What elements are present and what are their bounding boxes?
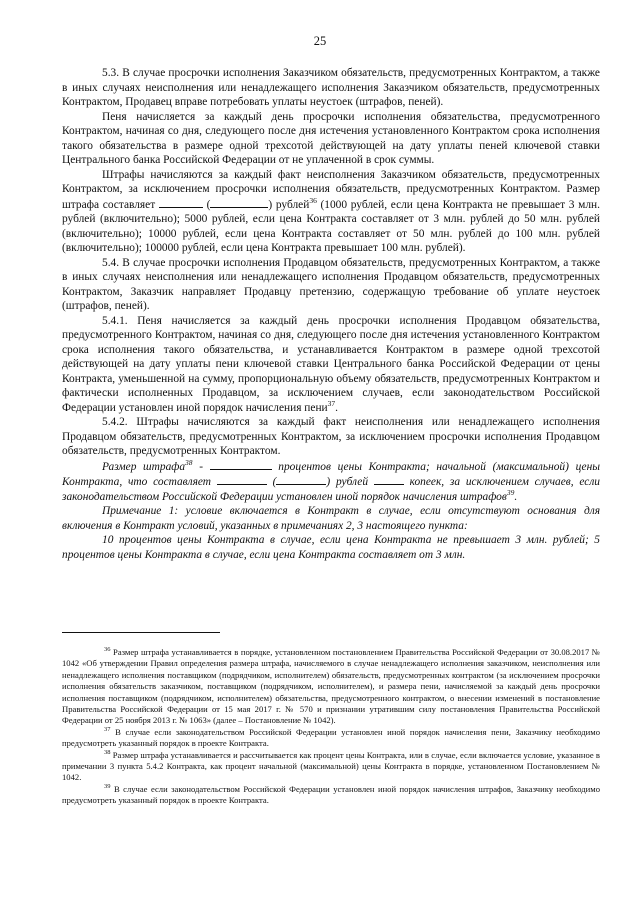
- fine-sum-words-blank: [276, 474, 326, 485]
- fine-amount-words-blank: [210, 197, 268, 208]
- footnote-ref-38: 38: [185, 457, 193, 467]
- document-body: [62, 66, 600, 562]
- footnote-mark: 37: [104, 725, 111, 733]
- clause-5-4-2: 5.4.2. Штрафы начисляются за каждый факт неисполнения или ненадлежащего исполнения Продавцом обязательств, предусмотренных Контрактом, за исключением просрочки исполнения Продавцом обязательств, предусмотренных Контрактом.: [62, 416, 600, 457]
- page-number: 25: [313, 34, 327, 48]
- footnote-ref-37: 37: [327, 398, 336, 408]
- footnote-separator: [62, 632, 220, 633]
- fine-percent-tiers: 10 процентов цены Контракта в случае, если цена Контракта не превышает 3 млн. рублей; 5 процентов цены Контракта в случае, если цена Контракта составляет от 3 млн.: [62, 534, 600, 561]
- footnote-mark: 38: [104, 748, 111, 756]
- footnote-ref-39: 39: [506, 487, 515, 497]
- note-1: Примечание 1: условие включается в Контракт в случае, если отсутствуют основания для включения в Контракт условий, указанных в примечаниях 2, 3 настоящего пункта:: [62, 505, 600, 532]
- footnote-36: $^{36}$ Размер штрафа устанавливается в порядке, установленном постановлением Правительства Российской Федерации от 30.08.2017 № 1042 «Об утверждении Правил определения размера штрафа, начисляемого в случае ненадлежащего исполнения заказчиком, неисполнения или ненадлежащего исполнения поставщиком (подрядчиком, исполнителем) обязательств, предусмотренных контрактом (за исключением просрочки исполнения обязательств заказчиком, поставщиком (подрядчиком, исполнителем), и размера пени, начисляемой за каждый день просрочки исполнения поставщиком (подрядчиком, исполнителем) обязательства, предусмотренного контрактом, о внесении изменений в постановление Правительства Российской Федерации от 15 мая 2017 г. № 570 и признании утратившим силу постановления Правительства Российской Федерации от 25 ноября 2013 г. № 1063» (далее – Постановление № 1042).: [62, 646, 600, 726]
- fine-sum-blank: [217, 474, 267, 485]
- footnote-mark: 36: [104, 646, 111, 654]
- clause-5-4-1: 5.4.1. Пеня начисляется за каждый день просрочки исполнения Продавцом обязательства, предусмотренного Контрактом, начиная со дня, следующего после дня истечения установленного Контрактом срока исполнения такого обязательства, и устанавливается Контрактом в размере одной трехсотой действующей на дату уплаты пени ключевой ставки Центрального банка Российской Федерации от цены Контракта, уменьшенной на сумму, пропорциональную объему обязательств, предусмотренных Контрактом и фактически исполненных Продавцом, за исключением случаев, если законодательством Российской Федерации установлен иной порядок начисления пени$^{37}$.: [62, 314, 600, 414]
- clause-5-4: 5.4. В случае просрочки исполнения Продавцом обязательств, предусмотренных Контрактом, а также в иных случаях неисполнения или ненадлежащего исполнения Продавцом обязательств, предусмотренных Контрактом, Заказчик направляет Продавцу претензию, содержащую требование об уплате неустоек (штрафов, пеней).: [62, 256, 600, 312]
- footnote-38: $^{38}$ Размер штрафа устанавливается и рассчитывается как процент цены Контракта, или в случае, если включается условие, указанное в примечании 3 пункта 5.4.2 Контракта, как процент начальной (максимальной) цены Контракта в порядке, установленном Постановлением № 1042.: [62, 748, 600, 783]
- footnote-ref-36: 36: [309, 195, 317, 205]
- footnote-37: $^{37}$ В случае если законодательством Российской Федерации установлен иной порядок начисления пени, Заказчику необходимо предусмотреть указанный порядок в проекте Контракта.: [62, 725, 600, 749]
- fine-amount-blank: [159, 197, 203, 208]
- fine-size-paragraph: Размер штрафа$^{38}$ - процентов цены Контракта; начальной (максимальной) цены Контракта, что составляет ( ) рублей копеек, за исключением случаев, если законодательством Российской Федерации установлен иной порядок начисления штрафов$^{39}$.: [62, 457, 600, 503]
- footnotes: [62, 647, 600, 807]
- fine-kopecks-blank: [374, 474, 404, 485]
- footnote-mark: 39: [104, 783, 111, 791]
- footnote-39: $^{39}$ В случае если законодательством Российской Федерации установлен иной порядок начисления штрафов, Заказчику необходимо предусмотреть указанный порядок в проекте Контракта.: [62, 783, 600, 806]
- clause-5-3: 5.3. В случае просрочки исполнения Заказчиком обязательств, предусмотренных Контрактом, а также в иных случаях неисполнения или ненадлежащего исполнения Заказчиком обязательств, предусмотренных Контрактом, Продавец вправе потребовать уплаты неустоек (штрафов, пеней).: [62, 67, 600, 108]
- customer-penalty-paragraph: Пеня начисляется за каждый день просрочки исполнения обязательства, предусмотренного Контрактом, начиная со дня, следующего после дня истечения установленного Контрактом срока исполнения такого обязательства в размере одной трехсотой действующей на дату уплаты пеней ключевой ставки Центрального банка Российской Федерации от не уплаченной в срок суммы.: [62, 110, 600, 166]
- fine-percent-blank: [210, 459, 272, 470]
- customer-fine-paragraph: Штрафы начисляются за каждый факт неисполнения Заказчиком обязательств, предусмотренных Контрактом, за исключением просрочки исполнения обязательств, предусмотренных Контрактом. Размер штрафа составляет ( ) рублей$^{36}$ (1000 рублей, если цена Контракта не превышает 3 млн. рублей (включительно); 5000 рублей, если цена Контракта составляет от 3 млн. рублей до 50 млн. рублей (включительно); 10000 рублей, если цена Контракта составляет от 50 млн. рублей до 100 млн. рублей (включительно); 100000 рублей, если цена Контракта превышает 100 млн. рублей).: [62, 168, 600, 254]
